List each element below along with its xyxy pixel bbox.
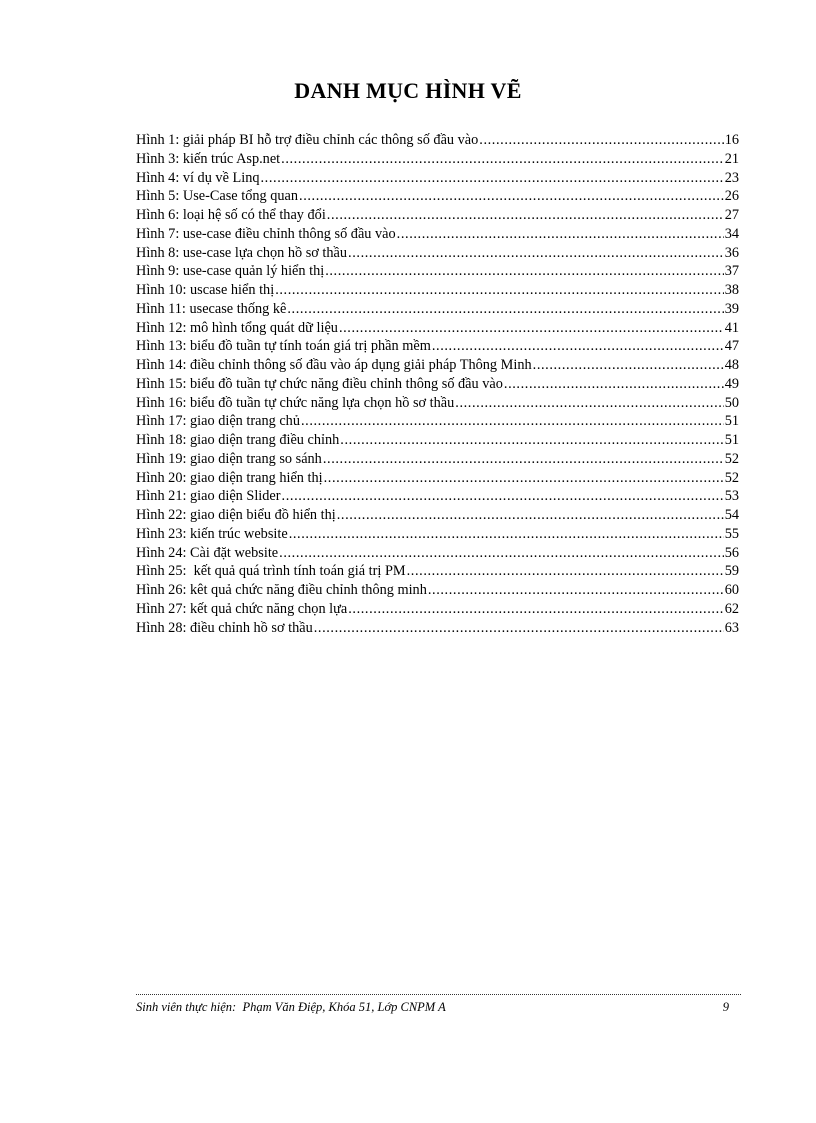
figure-entry[interactable] xyxy=(136,506,739,525)
figure-entry-page: 63 xyxy=(724,619,739,636)
figure-entry-title: Hình 16: biểu đồ tuần tự chức năng lựa chọn hồ sơ thầu xyxy=(136,394,455,411)
dot-leader xyxy=(299,187,724,206)
figure-entry-page: 59 xyxy=(724,563,739,580)
figure-entry[interactable] xyxy=(136,525,739,544)
figure-entry-title: Hình 23: kiến trúc website xyxy=(136,525,288,542)
dot-leader xyxy=(407,562,724,581)
figure-entry-title: Hình 1: giải pháp BI hỗ trợ điều chỉnh các thông số đầu vào xyxy=(136,132,479,148)
dot-leader xyxy=(533,356,724,375)
figure-entry[interactable] xyxy=(136,206,739,225)
dot-leader xyxy=(479,131,723,150)
figure-entry[interactable] xyxy=(136,169,739,188)
dot-leader xyxy=(279,544,724,563)
figure-entry-page: 53 xyxy=(724,488,739,505)
figure-entry-title: Hình 17: giao diện trang chủ xyxy=(136,413,300,430)
figure-entry-title: Hình 22: giao diện biểu đồ hiển thị xyxy=(136,507,336,523)
figure-entry-title: Hình 12: mô hình tổng quát dữ liệu xyxy=(136,319,338,336)
figure-entry-page: 50 xyxy=(724,394,739,411)
footer-divider xyxy=(136,994,741,995)
figure-entry-title: Hình 24: Cài đặt website xyxy=(136,544,279,561)
figure-entry-page: 52 xyxy=(724,469,739,486)
figure-entry-title: Hình 26: kêt quả chức năng điều chỉnh thông minh xyxy=(136,582,427,598)
dot-leader xyxy=(348,600,723,619)
figure-entry-title: Hình 7: use-case điều chỉnh thông số đầu vào xyxy=(136,225,396,242)
figure-entry-page: 27 xyxy=(724,207,739,223)
figure-entry[interactable] xyxy=(136,375,739,394)
figure-entry-page: 34 xyxy=(724,225,739,242)
footer-page-number: 9 xyxy=(722,1000,729,1014)
figure-entry[interactable] xyxy=(136,469,739,488)
figure-entry-title: Hình 20: giao diện trang hiển thị xyxy=(136,469,323,486)
figure-entry-page: 26 xyxy=(724,188,739,205)
figure-entry-title: Hình 9: use-case quản lý hiển thị xyxy=(136,263,325,280)
figure-entry[interactable] xyxy=(136,319,739,338)
figure-entry-title: Hình 8: use-case lựa chọn hồ sơ thầu xyxy=(136,244,348,261)
figure-entry-page: 49 xyxy=(724,375,739,392)
figure-entry-title: Hình 15: biểu đồ tuần tự chức năng điều chỉnh thông số đầu vào xyxy=(136,375,503,392)
figure-entry-page: 60 xyxy=(724,582,739,598)
dot-leader xyxy=(428,581,724,600)
figure-entry-title: Hình 6: loại hệ số có thể thay đổi xyxy=(136,207,326,223)
figure-entry-page: 51 xyxy=(724,432,739,448)
figure-entry-title: Hình 13: biểu đồ tuần tự tính toán giá trị phần mềm xyxy=(136,338,431,355)
figure-entry-title: Hình 5: Use-Case tổng quan xyxy=(136,188,299,205)
figure-entry-page: 48 xyxy=(724,357,739,373)
figure-entry[interactable] xyxy=(136,300,739,319)
figure-entry-page: 52 xyxy=(724,450,739,467)
figure-entry-page: 36 xyxy=(724,244,739,261)
dot-leader xyxy=(337,506,724,525)
figure-entry[interactable] xyxy=(136,431,739,450)
figure-entry[interactable] xyxy=(136,562,739,581)
figure-entry[interactable] xyxy=(136,394,739,413)
figure-entry-page: 21 xyxy=(724,150,739,167)
figure-entry-page: 62 xyxy=(724,600,739,617)
figure-entry[interactable] xyxy=(136,450,739,469)
dot-leader xyxy=(455,394,723,413)
figure-entry-page: 37 xyxy=(724,263,739,280)
figure-entry-page: 51 xyxy=(724,413,739,430)
figure-entry-title: Hình 27: kết quả chức năng chọn lựa xyxy=(136,600,348,617)
figure-entry[interactable] xyxy=(136,356,739,375)
dot-leader xyxy=(504,375,724,394)
figure-entry-title: Hình 4: ví dụ về Linq xyxy=(136,169,260,186)
figure-entry[interactable] xyxy=(136,600,739,619)
figure-entry[interactable] xyxy=(136,412,739,431)
dot-leader xyxy=(287,300,723,319)
figure-entry-title: Hình 21: giao diện Slider xyxy=(136,488,281,505)
figure-entry-title: Hình 10: uscase hiển thị xyxy=(136,282,275,298)
figure-entry-title: Hình 11: usecase thống kê xyxy=(136,300,287,317)
dot-leader xyxy=(397,225,724,244)
dot-leader xyxy=(327,206,724,225)
dot-leader xyxy=(348,244,724,263)
dot-leader xyxy=(324,469,724,488)
figure-entry[interactable] xyxy=(136,581,739,600)
figure-entry-page: 39 xyxy=(724,300,739,317)
dot-leader xyxy=(432,337,724,356)
figure-entry-page: 23 xyxy=(724,169,739,186)
page-title: DANH MỤC HÌNH VẼ xyxy=(294,78,522,103)
dot-leader xyxy=(289,525,724,544)
figure-entry-title: Hình 25: kết quả quá trình tính toán giá trị PM xyxy=(136,563,406,580)
figure-entry-title: Hình 18: giao diện trang điều chỉnh xyxy=(136,432,340,448)
figure-entry-title: Hình 19: giao diện trang so sánh xyxy=(136,450,322,467)
dot-leader xyxy=(314,619,724,638)
figure-entry[interactable] xyxy=(136,281,739,300)
dot-leader xyxy=(261,169,724,188)
figure-entry-page: 16 xyxy=(724,132,739,148)
figure-entry[interactable] xyxy=(136,187,739,206)
figure-entry[interactable] xyxy=(136,487,739,506)
dot-leader xyxy=(323,450,724,469)
figure-entry[interactable] xyxy=(136,225,739,244)
figure-entry-page: 47 xyxy=(724,338,739,355)
figure-entry-page: 56 xyxy=(724,544,739,561)
figure-entry[interactable] xyxy=(136,150,739,169)
figure-entry-page: 54 xyxy=(724,507,739,523)
figure-entry[interactable] xyxy=(136,544,739,563)
figure-entry[interactable] xyxy=(136,337,739,356)
figure-entry[interactable] xyxy=(136,262,739,281)
figure-entry[interactable] xyxy=(136,619,739,638)
dot-leader xyxy=(275,281,724,300)
figure-list xyxy=(136,131,739,637)
dot-leader xyxy=(325,262,724,281)
footer-author: Sinh viên thực hiện: Phạm Văn Điệp, Khóa 51, Lớp CNPM A xyxy=(136,1000,446,1014)
dot-leader xyxy=(339,319,724,338)
figure-entry-page: 41 xyxy=(724,319,739,336)
figure-entry-title: Hình 3: kiến trúc Asp.net xyxy=(136,150,281,167)
dot-leader xyxy=(282,487,724,506)
figure-entry[interactable] xyxy=(136,131,739,150)
dot-leader xyxy=(340,431,723,450)
figure-entry-page: 38 xyxy=(724,282,739,298)
figure-entry-title: Hình 14: điều chỉnh thông số đầu vào áp dụng giải pháp Thông Minh xyxy=(136,357,532,373)
dot-leader xyxy=(301,412,724,431)
dot-leader xyxy=(281,150,724,169)
figure-entry-title: Hình 28: điều chỉnh hồ sơ thầu xyxy=(136,619,313,636)
figure-entry[interactable] xyxy=(136,244,739,263)
figure-entry-page: 55 xyxy=(724,525,739,542)
